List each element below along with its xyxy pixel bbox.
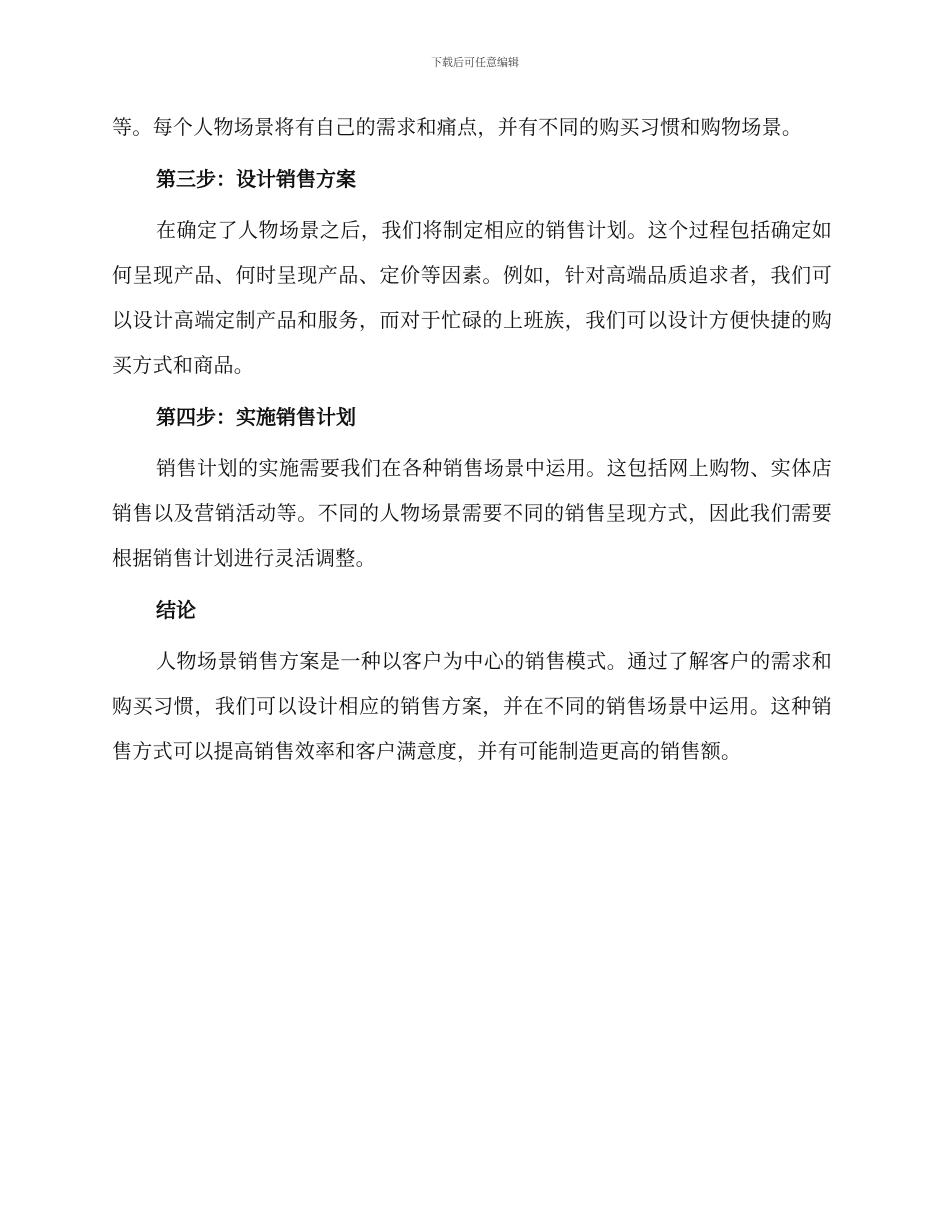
- step3-heading: 第三步：设计销售方案: [156, 167, 356, 191]
- header-note: 下载后可任意编辑: [431, 56, 519, 69]
- document-body: [112, 105, 832, 774]
- intro-continuation-paragraph: 等。每个人物场景将有自己的需求和痛点，并有不同的购买习惯和购物场景。: [112, 115, 803, 139]
- step4-paragraph: 销售计划的实施需要我们在各种销售场景中运用。这包括网上购物、实体店销售以及营销活动等。不同的人物场景需要不同的销售呈现方式，因此我们需要根据销售计划进行灵活调整。: [112, 456, 832, 570]
- conclusion-heading: 结论: [156, 598, 196, 622]
- conclusion-paragraph: 人物场景销售方案是一种以客户为中心的销售模式。通过了解客户的需求和购买习惯，我们可以设计相应的销售方案，并在不同的销售场景中运用。这种销售方式可以提高销售效率和客户满意度，并有可能制造更高的销售额。: [112, 649, 832, 763]
- step4-heading: 第四步：实施销售计划: [156, 405, 356, 429]
- step3-paragraph: 在确定了人物场景之后，我们将制定相应的销售计划。这个过程包括确定如何呈现产品、何时呈现产品、定价等因素。例如，针对高端品质追求者，我们可以设计高端定制产品和服务，而对于忙碌的上班族，我们可以设计方便快捷的购买方式和商品。: [112, 218, 832, 377]
